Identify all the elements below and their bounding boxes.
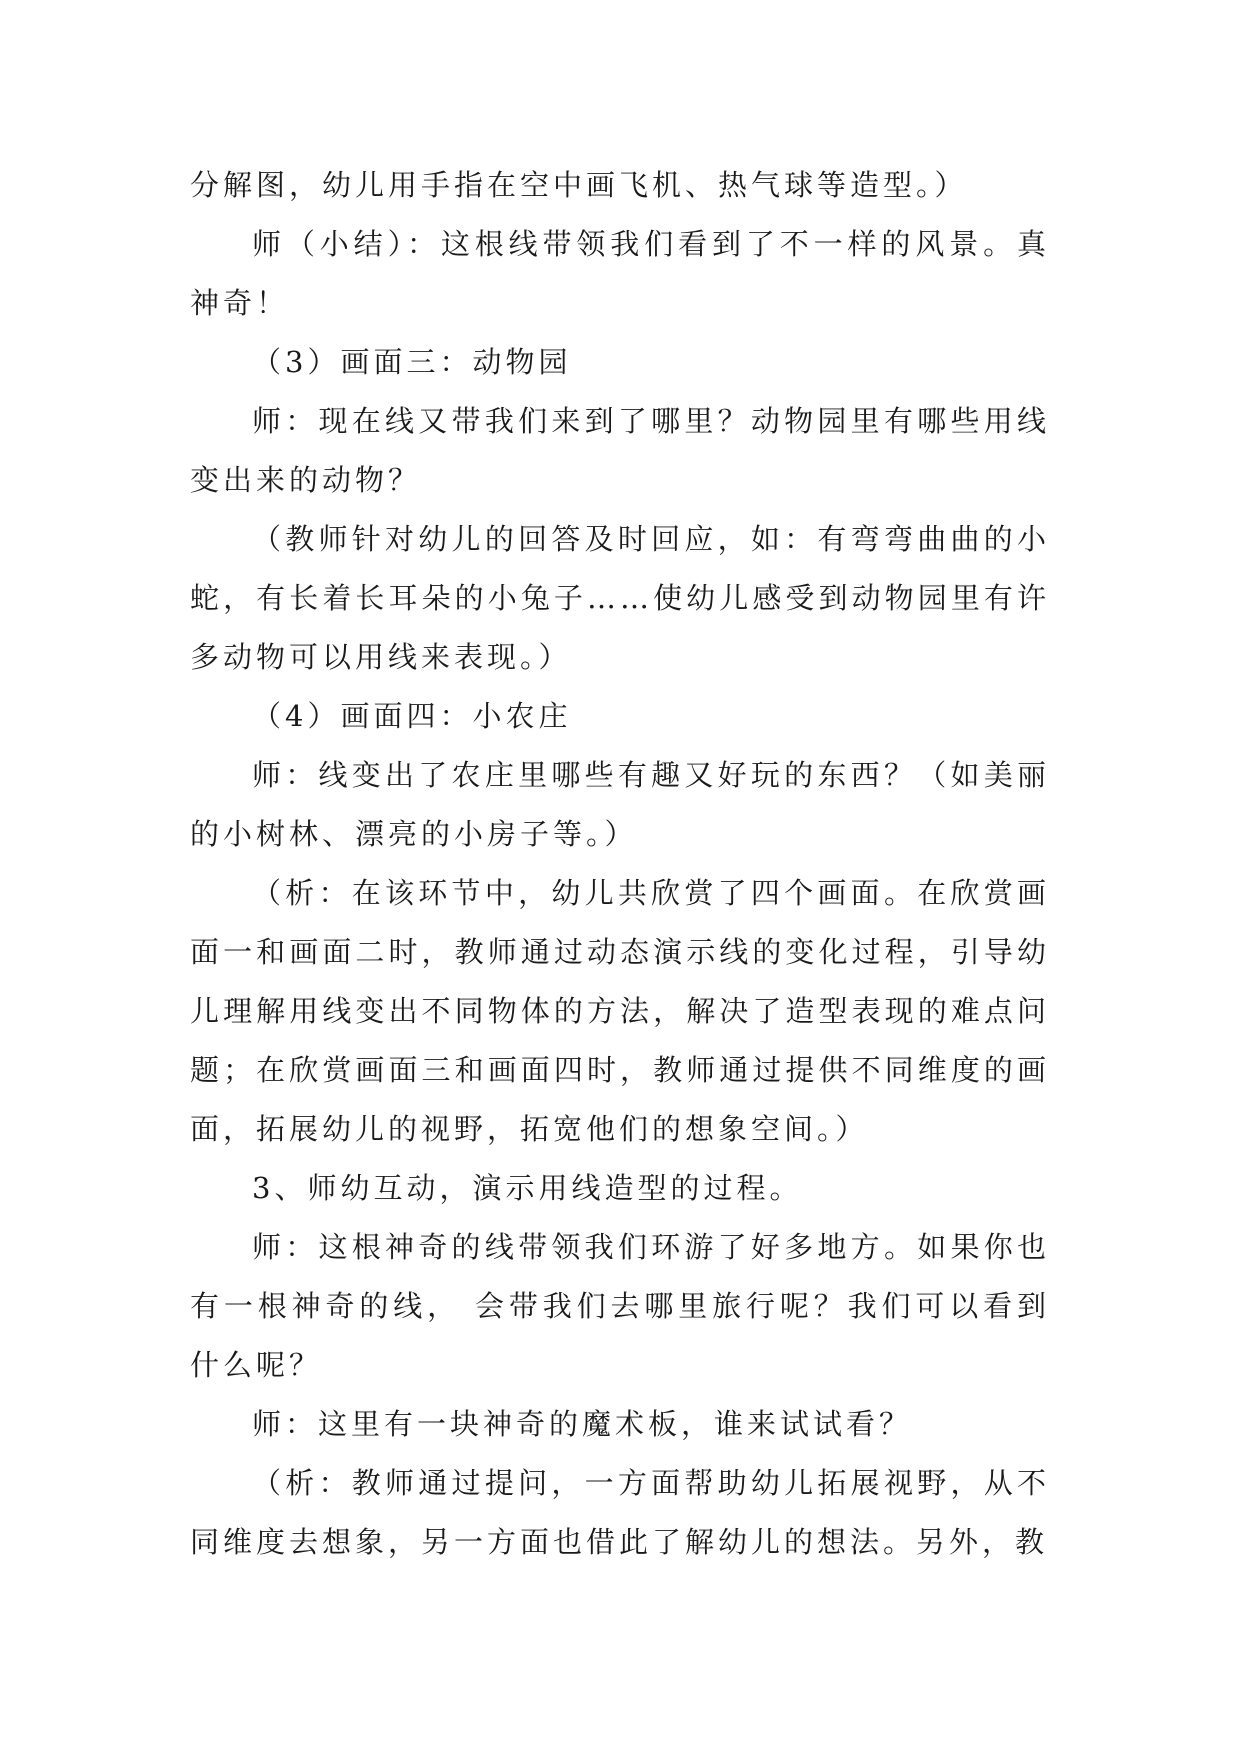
- paragraph-continued: 分解图，幼儿用手指在空中画飞机、热气球等造型。）: [190, 168, 968, 202]
- section-heading-zoo: （3）画面三：动物园: [252, 345, 572, 379]
- section-heading-interaction: 3、师幼互动，演示用线造型的过程。: [252, 1171, 803, 1205]
- paragraph-analysis-1: （析：在该环节中，幼儿共欣赏了四个画面。在欣赏画面一和画面二时，教师通过动态演示线的变化过程，引导幼儿理解用线变出不同物体的方法，解决了造型表现的难点问题；在欣赏画面三和画面四时，教师通过提供不同维度的画面，拓展幼儿的视野，拓宽他们的想象空间。）: [190, 876, 1050, 1146]
- section-heading-farm: （4）画面四：小农庄: [252, 699, 572, 733]
- paragraph-teacher-question-zoo: 师：现在线又带我们来到了哪里？动物园里有哪些用线变出来的动物？: [190, 404, 1050, 497]
- paragraph-teacher-question-farm: 师：线变出了农庄里哪些有趣又好玩的东西？（如美丽的小树林、漂亮的小房子等。）: [190, 758, 1050, 851]
- paragraph-teacher-response: （教师针对幼儿的回答及时回应，如：有弯弯曲曲的小蛇，有长着长耳朵的小兔子……使幼儿感受到动物园里有许多动物可以用线来表现。）: [190, 522, 1050, 674]
- paragraph-teacher-summary: 师（小结）：这根线带领我们看到了不一样的风景。真神奇！: [190, 227, 1050, 320]
- document-body: [190, 156, 1050, 1572]
- paragraph-teacher-travel: 师：这根神奇的线带领我们环游了好多地方。如果你也有一根神奇的线， 会带我们去哪里旅行呢？我们可以看到什么呢？: [190, 1230, 1050, 1382]
- paragraph-analysis-2: （析：教师通过提问，一方面帮助幼儿拓展视野，从不同维度去想象，另一方面也借此了解幼儿的想法。另外，教: [190, 1466, 1050, 1559]
- paragraph-teacher-magic-board: 师：这里有一块神奇的魔术板，谁来试试看？: [252, 1407, 913, 1441]
